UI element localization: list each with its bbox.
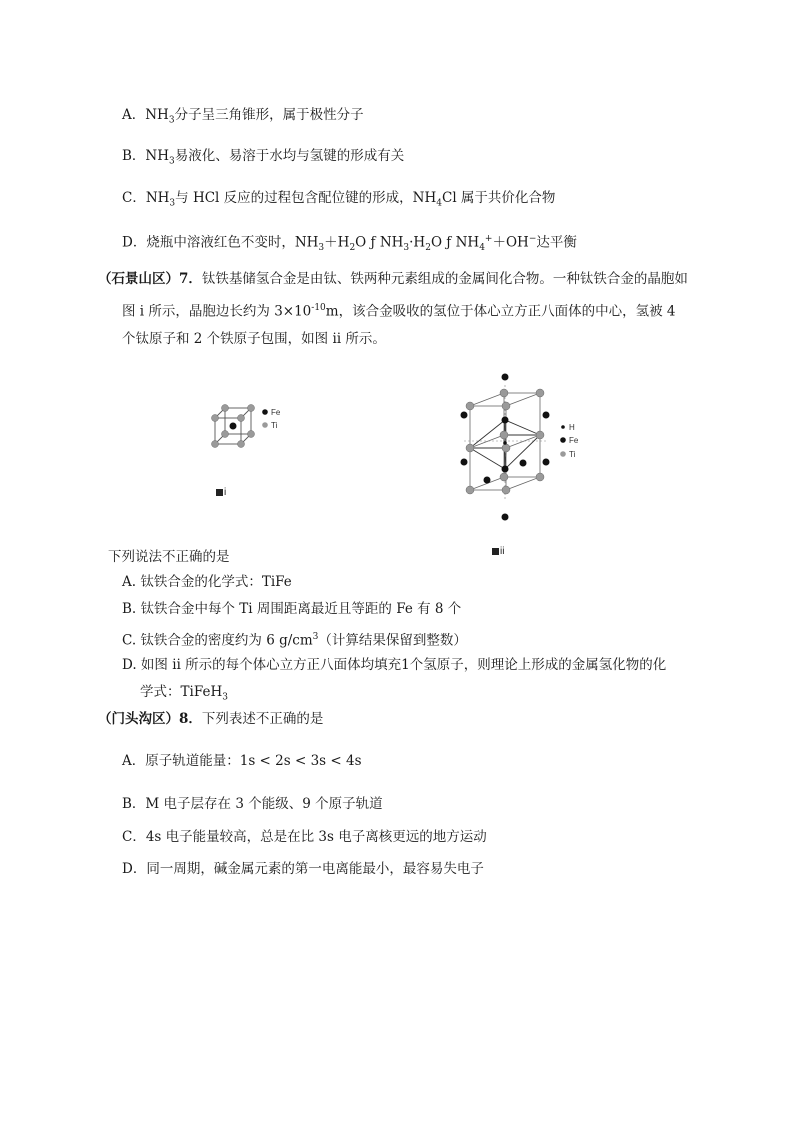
figure-ii-caption: ii: [492, 546, 504, 557]
figure-label-icon: [492, 548, 499, 555]
svg-text:Ti: Ti: [271, 421, 278, 430]
q7-option-d-line2: 学式：TiFeH$_3$: [140, 684, 228, 703]
q7-stem-line1: （石景山区）7．钛铁基储氢合金是由钛、铁两种元素组成的金属间化合物。一种钛铁合金的晶胞如: [98, 271, 688, 287]
q7-stem-line2: 图 ⅰ 所示，晶胞边长约为 $3\times 10^{-10}m$，该合金吸收的氢位于体心立方正八面体的中心，氢被 4: [122, 303, 676, 320]
q6-option-c: C．$NH_3$与 HCl 反应的过程包含配位键的形成，$NH_4Cl$ 属于共价化合物: [122, 190, 556, 209]
q7-option-d-line1: D. 如图 ⅱ 所示的每个体心立方正八面体均填充1个氢原子，则理论上形成的金属氢化物的化: [122, 657, 667, 673]
q6-option-a: A．$NH_3$分子呈三角锥形，属于极性分子: [122, 107, 364, 126]
svg-text:Ti: Ti: [569, 450, 576, 459]
figure-i-caption: i: [216, 487, 226, 498]
q7-option-c: C. 钛铁合金的密度约为 6 $g/cm^3$（计算结果保留到整数）: [122, 632, 467, 649]
svg-text:Fe: Fe: [271, 408, 281, 417]
figure-label-icon: [216, 489, 223, 496]
q7-option-a: A. 钛铁合金的化学式：TiFe: [122, 574, 292, 590]
figure-i-unit-cell: [205, 398, 295, 463]
q7-district: （石景山区）7．: [98, 271, 202, 287]
q8-option-a: A．原子轨道能量：1s < 2s < 3s < 4s: [122, 753, 362, 769]
svg-text:H: H: [569, 423, 575, 432]
figure-ii-octahedron: [450, 365, 590, 540]
q8-district: （门头沟区）8．: [98, 711, 202, 727]
q6-option-d: D．烧瓶中溶液红色不变时，$NH_3+H_2O$ ƒ $NH_3\cdot H_2O$ ƒ $NH_4^++OH^-$达平衡: [122, 234, 577, 254]
q7-stem-line3: 个钛原子和 2 个铁原子包围，如图 ⅱ 所示。: [122, 331, 386, 347]
q8-stem: （门头沟区）8．下列表述不正确的是: [98, 711, 324, 727]
q7-option-b: B. 钛铁合金中每个 Ti 周围距离最近且等距的 Fe 有 8 个: [122, 601, 462, 617]
q8-option-c: C．4s 电子能量较高，总是在比 3s 电子离核更远的地方运动: [122, 829, 487, 845]
q8-option-b: B．M 电子层存在 3 个能级、9 个原子轨道: [122, 796, 383, 812]
q7-question: 下列说法不正确的是: [108, 549, 230, 565]
svg-text:Fe: Fe: [569, 436, 579, 445]
q8-option-d: D．同一周期，碱金属元素的第一电离能最小，最容易失电子: [122, 861, 484, 877]
q6-option-b: B．$NH_3$易液化、易溶于水均与氢键的形成有关: [122, 148, 405, 167]
